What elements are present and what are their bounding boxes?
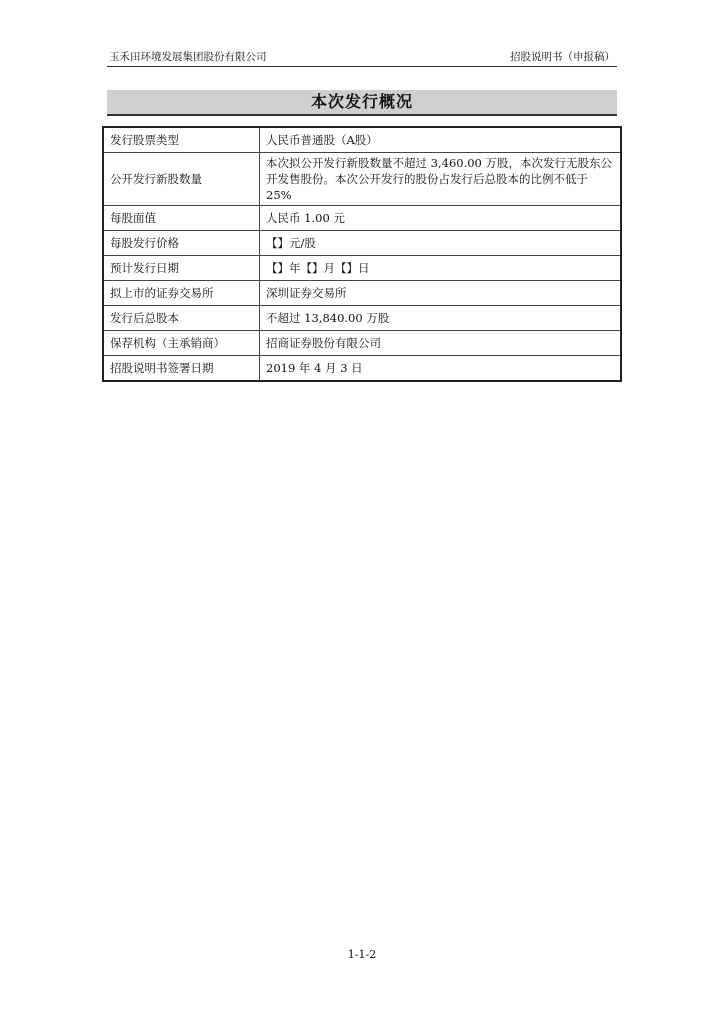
- table-row: [103, 127, 621, 153]
- row-value: 人民币 1.00 元: [260, 206, 622, 231]
- row-label: 发行后总股本: [103, 306, 260, 331]
- row-label: 发行股票类型: [103, 127, 260, 153]
- row-label: 拟上市的证券交易所: [103, 281, 260, 306]
- row-label: 公开发行新股数量: [103, 153, 260, 206]
- row-value: 深圳证券交易所: [260, 281, 622, 306]
- table-row: [103, 231, 621, 256]
- table-row: [103, 331, 621, 356]
- table-row: [103, 153, 621, 206]
- offering-overview-table: [102, 126, 622, 382]
- row-value: 人民币普通股（A股）: [260, 127, 622, 153]
- row-label: 预计发行日期: [103, 256, 260, 281]
- table-row: [103, 206, 621, 231]
- section-title: 本次发行概况: [107, 90, 617, 116]
- table-row: [103, 356, 621, 382]
- page-number: 1-1-2: [347, 948, 377, 961]
- page-header: [107, 48, 617, 67]
- row-label: 保荐机构（主承销商）: [103, 331, 260, 356]
- row-value: 2019 年 4 月 3 日: [260, 356, 622, 382]
- row-label: 每股面值: [103, 206, 260, 231]
- company-name: 玉禾田环境发展集团股份有限公司: [109, 51, 267, 63]
- table-row: [103, 306, 621, 331]
- row-label: 招股说明书签署日期: [103, 356, 260, 382]
- row-value: 不超过 13,840.00 万股: [260, 306, 622, 331]
- row-value: 【】元/股: [260, 231, 622, 256]
- table-row: [103, 256, 621, 281]
- table-row: [103, 281, 621, 306]
- row-value: 本次拟公开发行新股数量不超过 3,460.00 万股，本次发行无股东公开发售股份。本次公开发行的股份占发行后总股本的比例不低于 25%: [260, 153, 622, 206]
- document-type: 招股说明书（申报稿）: [510, 51, 615, 63]
- row-value: 【】年【】月【】日: [260, 256, 622, 281]
- row-value: 招商证券股份有限公司: [260, 331, 622, 356]
- row-label: 每股发行价格: [103, 231, 260, 256]
